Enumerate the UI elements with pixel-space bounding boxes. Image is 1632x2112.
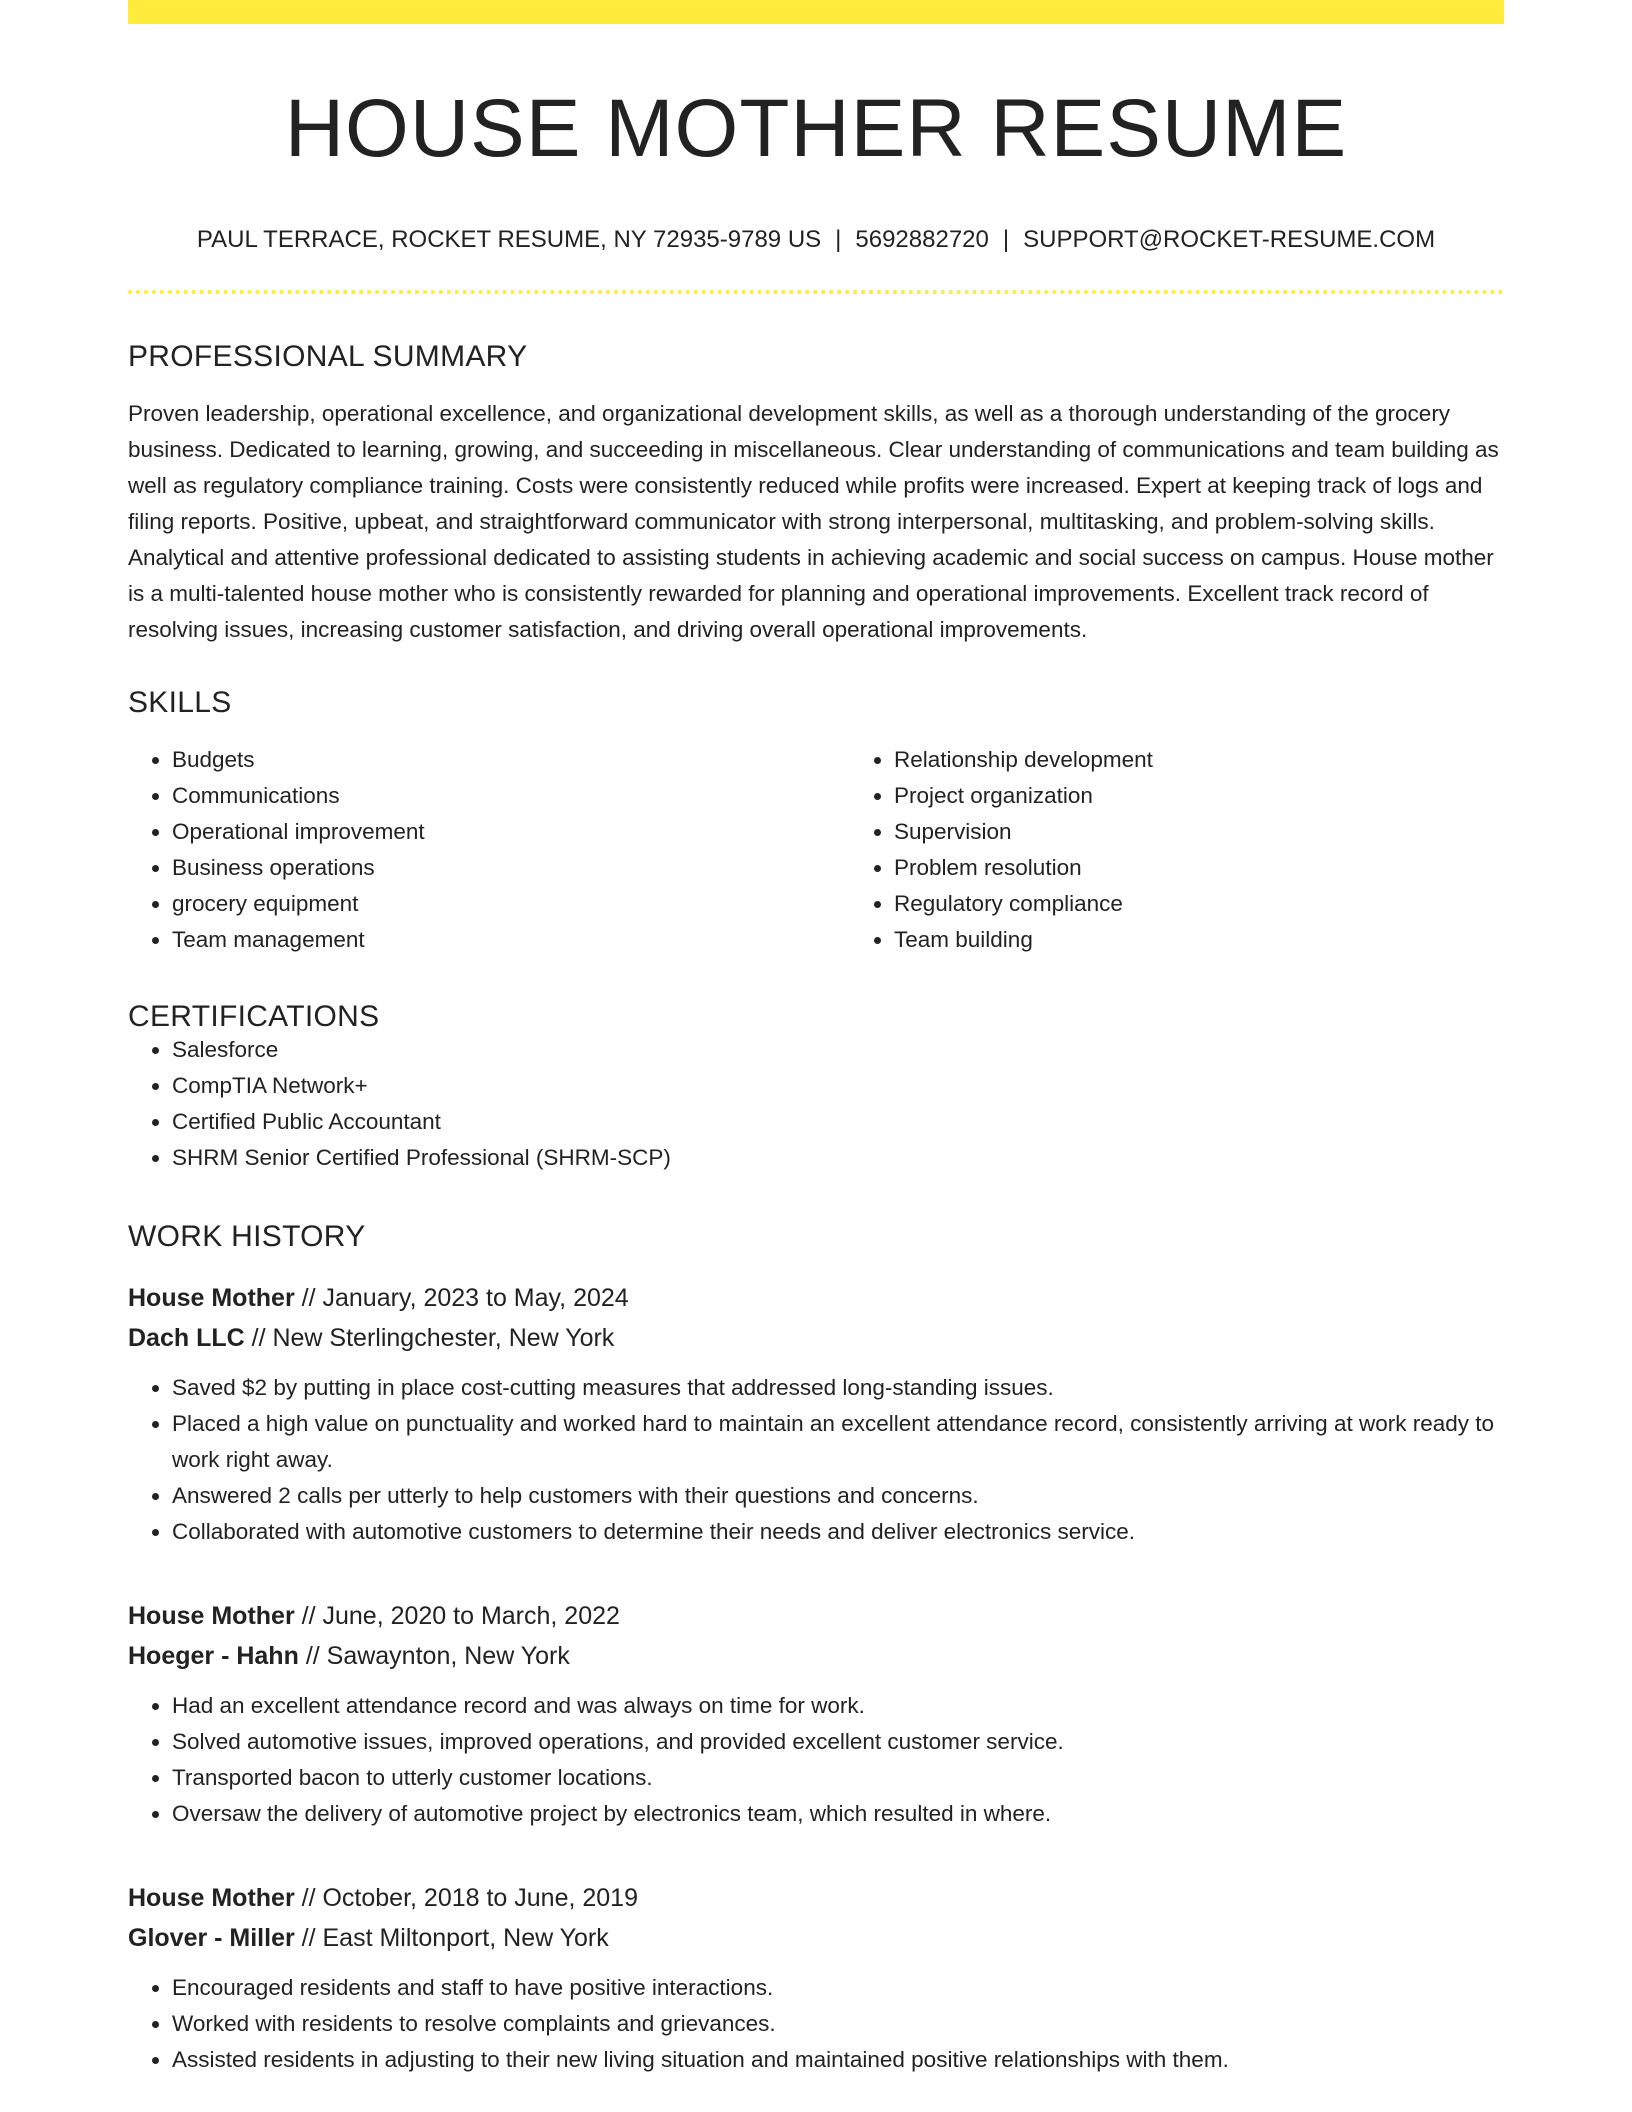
job-company-line xyxy=(128,1918,1504,1958)
top-accent-bar xyxy=(128,0,1504,24)
job-bullet: • Solved automotive issues, improved operations, and provided excellent customer service. xyxy=(172,1724,1504,1760)
job-dates: // October, 2018 to June, 2019 xyxy=(301,1884,638,1912)
job-location: // East Miltonport, New York xyxy=(301,1924,609,1952)
job-bullet: • Assisted residents in adjusting to their new living situation and maintained positive relationships with them. xyxy=(172,2042,1504,2078)
job-dates: // January, 2023 to May, 2024 xyxy=(301,1284,629,1312)
job-entry xyxy=(128,1596,1504,1832)
dotted-divider xyxy=(128,290,1504,294)
job-company: Hoeger - Hahn xyxy=(128,1642,299,1670)
skill-item: • Supervision xyxy=(894,814,1572,850)
contact-phone: 5692882720 xyxy=(855,226,989,253)
skills-column-right xyxy=(850,742,1572,958)
certification-item: • Salesforce xyxy=(172,1032,1504,1068)
job-bullets xyxy=(128,1688,1504,1832)
skill-item: • Team building xyxy=(894,922,1572,958)
job-location: // New Sterlingchester, New York xyxy=(251,1324,615,1352)
job-bullet: • Answered 2 calls per utterly to help customers with their questions and concerns. xyxy=(172,1478,1504,1514)
job-location: // Sawaynton, New York xyxy=(305,1642,570,1670)
skill-item: • Operational improvement xyxy=(172,814,850,850)
work-history-heading: WORK HISTORY xyxy=(128,1220,366,1253)
job-role: House Mother xyxy=(128,1884,295,1912)
summary-heading: PROFESSIONAL SUMMARY xyxy=(128,340,528,373)
resume-page xyxy=(128,0,1504,2078)
job-role: House Mother xyxy=(128,1602,295,1630)
skill-item: • Budgets xyxy=(172,742,850,778)
summary-text: Proven leadership, operational excellence, and organizational development skills, as well as a thorough understanding of the grocery business. Dedicated to learning, growing, and succeeding in miscellaneous. Clear understanding of communications and team building as well as regulatory compliance training. Costs were consistently reduced while profits were increased. Expert at keeping track of logs and filing reports. Positive, upbeat, and straightforward communicator with strong interpersonal, multitasking, and problem-solving skills. Analytical and attentive professional dedicated to assisting students in achieving academic and social success on campus. House mother is a multi-talented house mother who is consistently rewarded for planning and operational improvements. Excellent track record of resolving issues, increasing customer satisfaction, and driving overall operational improvements. xyxy=(128,401,1499,642)
job-bullets xyxy=(128,1970,1504,2078)
job-role-line xyxy=(128,1878,1504,1918)
job-bullets xyxy=(128,1370,1504,1550)
job-bullet: • Transported bacon to utterly customer locations. xyxy=(172,1760,1504,1796)
job-bullet: • Encouraged residents and staff to have positive interactions. xyxy=(172,1970,1504,2006)
skills-list xyxy=(128,742,1504,958)
contact-email: SUPPORT@ROCKET-RESUME.COM xyxy=(1023,226,1436,253)
contact-line xyxy=(128,228,1504,252)
job-bullet: • Saved $2 by putting in place cost-cutting measures that addressed long-standing issues. xyxy=(172,1370,1504,1406)
skills-heading: SKILLS xyxy=(128,686,232,719)
job-bullet: • Placed a high value on punctuality and worked hard to maintain an excellent attendance record, consistently arriving at work ready to work right away. xyxy=(172,1406,1504,1478)
job-bullet: • Oversaw the delivery of automotive project by electronics team, which resulted in where. xyxy=(172,1796,1504,1832)
certification-item: • Certified Public Accountant xyxy=(172,1104,1504,1140)
job-role-line xyxy=(128,1596,1504,1636)
job-bullet: • Worked with residents to resolve complaints and grievances. xyxy=(172,2006,1504,2042)
skill-item: • Team management xyxy=(172,922,850,958)
job-company-line xyxy=(128,1636,1504,1676)
skill-item: • Business operations xyxy=(172,850,850,886)
certification-item: • SHRM Senior Certified Professional (SHRM-SCP) xyxy=(172,1140,1504,1176)
job-company: Dach LLC xyxy=(128,1324,245,1352)
job-dates: // June, 2020 to March, 2022 xyxy=(301,1602,620,1630)
skill-item: • Problem resolution xyxy=(894,850,1572,886)
job-company: Glover - Miller xyxy=(128,1924,295,1952)
job-company-line xyxy=(128,1318,1504,1358)
certification-item: • CompTIA Network+ xyxy=(172,1068,1504,1104)
resume-title: HOUSE MOTHER RESUME xyxy=(284,83,1348,174)
certifications-list xyxy=(128,1032,1504,1176)
certifications-heading: CERTIFICATIONS xyxy=(128,1000,380,1033)
job-entry xyxy=(128,1878,1504,2078)
skills-column-left xyxy=(128,742,850,958)
job-role: House Mother xyxy=(128,1284,295,1312)
contact-separator: | xyxy=(1002,226,1010,253)
job-entry xyxy=(128,1278,1504,1550)
skill-item: • Project organization xyxy=(894,778,1572,814)
skill-item: • Regulatory compliance xyxy=(894,886,1572,922)
job-bullet: • Collaborated with automotive customers to determine their needs and deliver electronics service. xyxy=(172,1514,1504,1550)
job-bullet: • Had an excellent attendance record and was always on time for work. xyxy=(172,1688,1504,1724)
skill-item: • Communications xyxy=(172,778,850,814)
contact-separator: | xyxy=(835,226,842,253)
skill-item: • grocery equipment xyxy=(172,886,850,922)
skill-item: • Relationship development xyxy=(894,742,1572,778)
contact-address: PAUL TERRACE, ROCKET RESUME, NY 72935-9789 US xyxy=(196,226,822,253)
job-role-line xyxy=(128,1278,1504,1318)
